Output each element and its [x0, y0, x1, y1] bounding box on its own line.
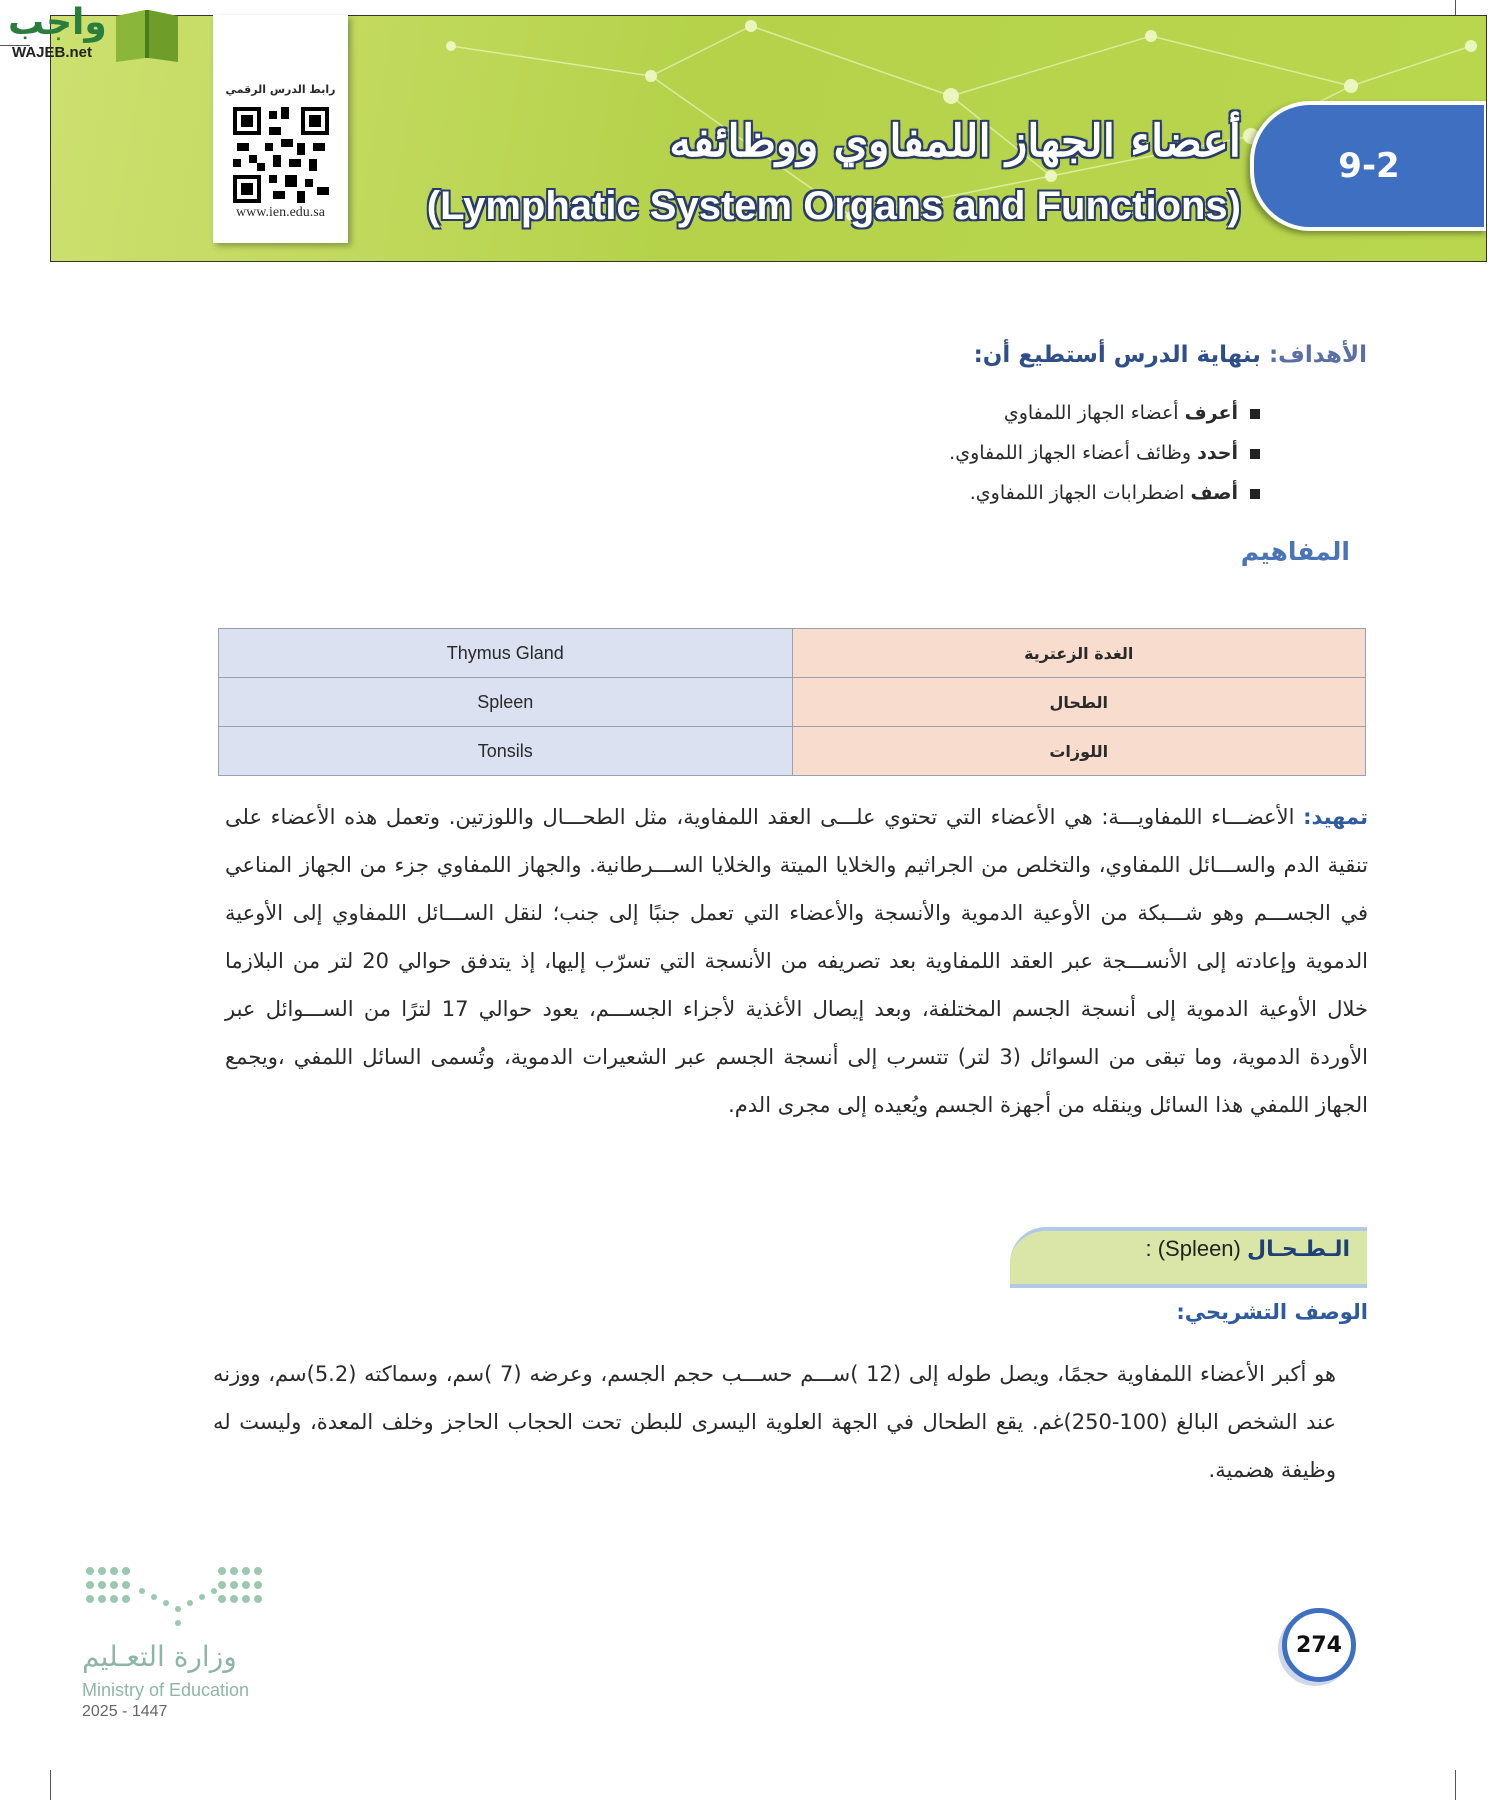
- qr-card[interactable]: [213, 15, 348, 243]
- table-row: [219, 727, 1366, 776]
- concepts-heading: المفاهيم: [1240, 537, 1350, 566]
- concept-arabic: الغدة الزعترية: [792, 629, 1366, 678]
- brand-subtitle: WAJEB.net: [12, 44, 93, 61]
- book-logo-icon: [112, 4, 182, 64]
- concept-english: Spleen: [219, 678, 793, 727]
- objective-item: [970, 482, 1260, 504]
- spleen-heading-en: (Spleen) :: [1145, 1236, 1247, 1261]
- table-row: [219, 678, 1366, 727]
- intro-lead: تمهيد:: [1303, 805, 1368, 829]
- objectives-heading: [974, 342, 1367, 368]
- anatomy-heading: الوصف التشريحي:: [1176, 1300, 1368, 1324]
- objective-verb: أصف: [1190, 482, 1238, 504]
- concepts-table: [218, 628, 1366, 776]
- concept-english: Tonsils: [219, 727, 793, 776]
- objective-verb: أحدد: [1197, 442, 1238, 464]
- ministry-dots-logo-icon: [82, 1563, 267, 1633]
- lesson-number-badge: [1250, 101, 1487, 231]
- ministry-name-arabic: وزارة التعـليم: [82, 1640, 237, 1673]
- crop-mark: [50, 1770, 51, 1800]
- objectives-heading-rest: بنهاية الدرس أستطيع أن:: [973, 342, 1269, 368]
- objective-text: اضطرابات الجهاز اللمفاوي.: [969, 482, 1191, 504]
- square-bullet-icon: [1250, 449, 1260, 459]
- concept-arabic: اللوزات: [792, 727, 1366, 776]
- square-bullet-icon: [1250, 409, 1260, 419]
- concept-english: Thymus Gland: [219, 629, 793, 678]
- table-row: [219, 629, 1366, 678]
- qr-code-icon[interactable]: [233, 107, 329, 203]
- lesson-title-arabic: أعضاء الجهاز اللمفاوي ووظائفه: [669, 116, 1241, 167]
- page-number: 274: [1296, 1632, 1342, 1658]
- spleen-section-heading: [1145, 1236, 1350, 1262]
- objective-text: أعضاء الجهاز اللمفاوي: [1003, 402, 1185, 424]
- crop-mark: [1455, 1770, 1456, 1800]
- objective-text: وظائف أعضاء الجهاز اللمفاوي.: [949, 442, 1198, 464]
- objective-item: [949, 442, 1260, 464]
- lesson-title-english: (Lymphatic System Organs and Functions): [426, 184, 1241, 228]
- ministry-year: 2025 - 1447: [82, 1703, 168, 1720]
- square-bullet-icon: [1250, 489, 1260, 499]
- brand-wordmark: واجب: [8, 2, 107, 43]
- objective-item: [1004, 402, 1260, 424]
- objective-verb: أعرف: [1184, 402, 1238, 424]
- qr-caption: رابط الدرس الرقمي: [225, 83, 336, 96]
- qr-url[interactable]: www.ien.edu.sa: [236, 205, 325, 220]
- spleen-description: هو أكبر الأعضاء اللمفاوية حجمًا، ويصل طوله إلى (12 )ســـم حســـب حجم الجسم، وعرضه (7 )سم، وسماكته (5.2)سم، ووزنه عند الشخص البالغ (100-250)غم. يقع الطحال في الجهة العلوية اليسرى للبطن تحت الحجاب الحاجز وخلف المعدة، وليست له وظيفة هضمية.: [213, 1362, 1336, 1482]
- intro-text: الأعضـــاء اللمفاويـــة: هي الأعضاء التي تحتوي علـــى العقد اللمفاوية، مثل الطحـــال واللوزتين. وتعمل هذه الأعضاء على تنقية الدم والســـائل اللمفاوي، والتخلص من الجراثيم والخلايا الميتة والخلايا الســـرطانية. والجهاز اللمفاوي جزء من الجهاز المناعي في الجســـم وهو شـــبكة من الأوعية الدموية والأنسجة والأعضاء التي تعمل جنبًا إلى جنب؛ لنقل الســـائل اللمفاوي إلى الأوعية الدموية وإعادته إلى الأنســـجة عبر العقد اللمفاوية بعد تصريفه من الأنسجة التي تسرّب إليها، إذ يتدفق حوالي 20 لتر من البلازما خلال الأوعية الدموية إلى أنسجة الجسم المختلفة، وبعد إيصال الأغذية لأجزاء الجســـم، يعود حوالي 17 لترًا من الســـوائل عبر الأوردة الدموية، وما تبقى من السوائل (3 لتر) تتسرب إلى أنسجة الجسم عبر الشعيرات الدموية، وتُسمى السائل اللمفي ،ويجمع الجهاز اللمفي هذا السائل وينقله من أجهزة الجسم ويُعيده إلى مجرى الدم.: [225, 805, 1368, 1117]
- ministry-name-english: Ministry of Education: [82, 1680, 250, 1700]
- concept-arabic: الطحال: [792, 678, 1366, 727]
- spleen-heading-ar: الـطـحـال: [1247, 1237, 1350, 1262]
- page-number-badge: [1282, 1608, 1356, 1682]
- objectives-heading-lead: الأهداف:: [1268, 342, 1367, 368]
- lesson-number: 9-2: [1338, 146, 1400, 186]
- intro-paragraph: [225, 793, 1368, 1129]
